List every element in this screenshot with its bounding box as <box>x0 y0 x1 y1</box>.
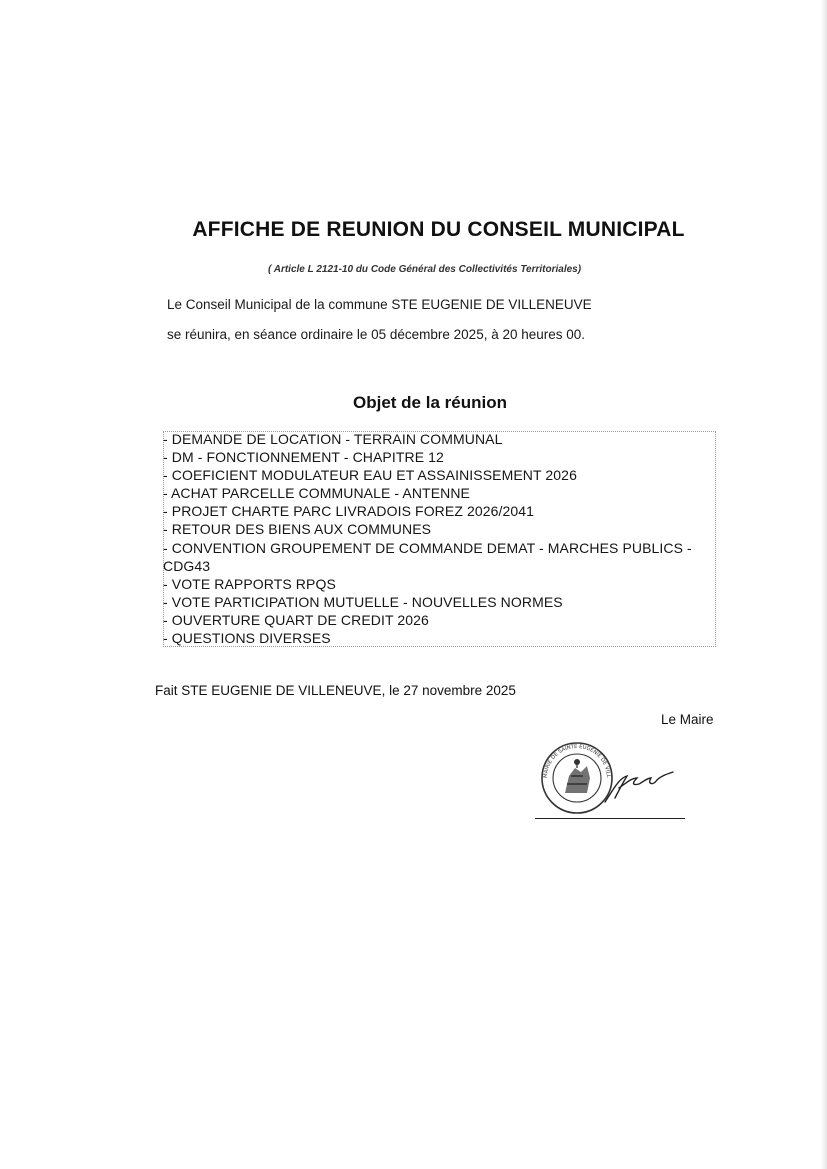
agenda-item: - PROJET CHARTE PARC LIVRADOIS FOREZ 2026/2041 <box>163 503 535 520</box>
seal-text: MAIRIE DE SAINTE EUGENIE DE VILL <box>542 743 612 779</box>
agenda-item: - VOTE PARTICIPATION MUTUELLE - NOUVELLES NORMES <box>163 593 563 610</box>
agenda-item: - CONVENTION GROUPEMENT DE COMMANDE DEMAT - MARCHES PUBLICS - CDG43 <box>163 539 696 574</box>
agenda-heading: Objet de la réunion <box>353 393 507 412</box>
agenda-item: - RETOUR DES BIENS AUX COMMUNES <box>163 521 432 538</box>
seal-stamp <box>535 738 612 813</box>
handwritten-signature <box>605 772 673 802</box>
agenda-item: - DM - FONCTIONNEMENT - CHAPITRE 12 <box>163 449 444 466</box>
intro-line-1: Le Conseil Municipal de la commune STE EUGENIE DE VILLENEUVE <box>167 297 592 312</box>
agenda-item: - COEFICIENT MODULATEUR EAU ET ASSAINISSEMENT 2026 <box>163 467 577 484</box>
legal-reference: ( Article L 2121-10 du Code Général des Collectivités Territoriales) <box>268 264 582 275</box>
agenda-item: - ACHAT PARCELLE COMMUNALE - ANTENNE <box>163 485 470 502</box>
scan-edge <box>821 0 827 1169</box>
intro-line-2: se réunira, en séance ordinaire le 05 décembre 2025, à 20 heures 00. <box>167 327 586 342</box>
agenda-item: - QUESTIONS DIVERSES <box>163 630 331 647</box>
agenda-item: - DEMANDE DE LOCATION - TERRAIN COMMUNAL <box>163 431 503 447</box>
signatory-title: Le Maire <box>661 712 714 727</box>
mairie-seal-icon <box>535 738 695 828</box>
page-title: AFFICHE DE REUNION DU CONSEIL MUNICIPAL <box>192 218 685 241</box>
signature-line <box>535 818 685 819</box>
agenda-list <box>163 430 723 647</box>
agenda-item: - VOTE RAPPORTS RPQS <box>163 575 336 592</box>
agenda-item: - OUVERTURE QUART DE CREDIT 2026 <box>163 611 429 628</box>
place-date-line: Fait STE EUGENIE DE VILLENEUVE, le 27 novembre 2025 <box>155 683 516 698</box>
